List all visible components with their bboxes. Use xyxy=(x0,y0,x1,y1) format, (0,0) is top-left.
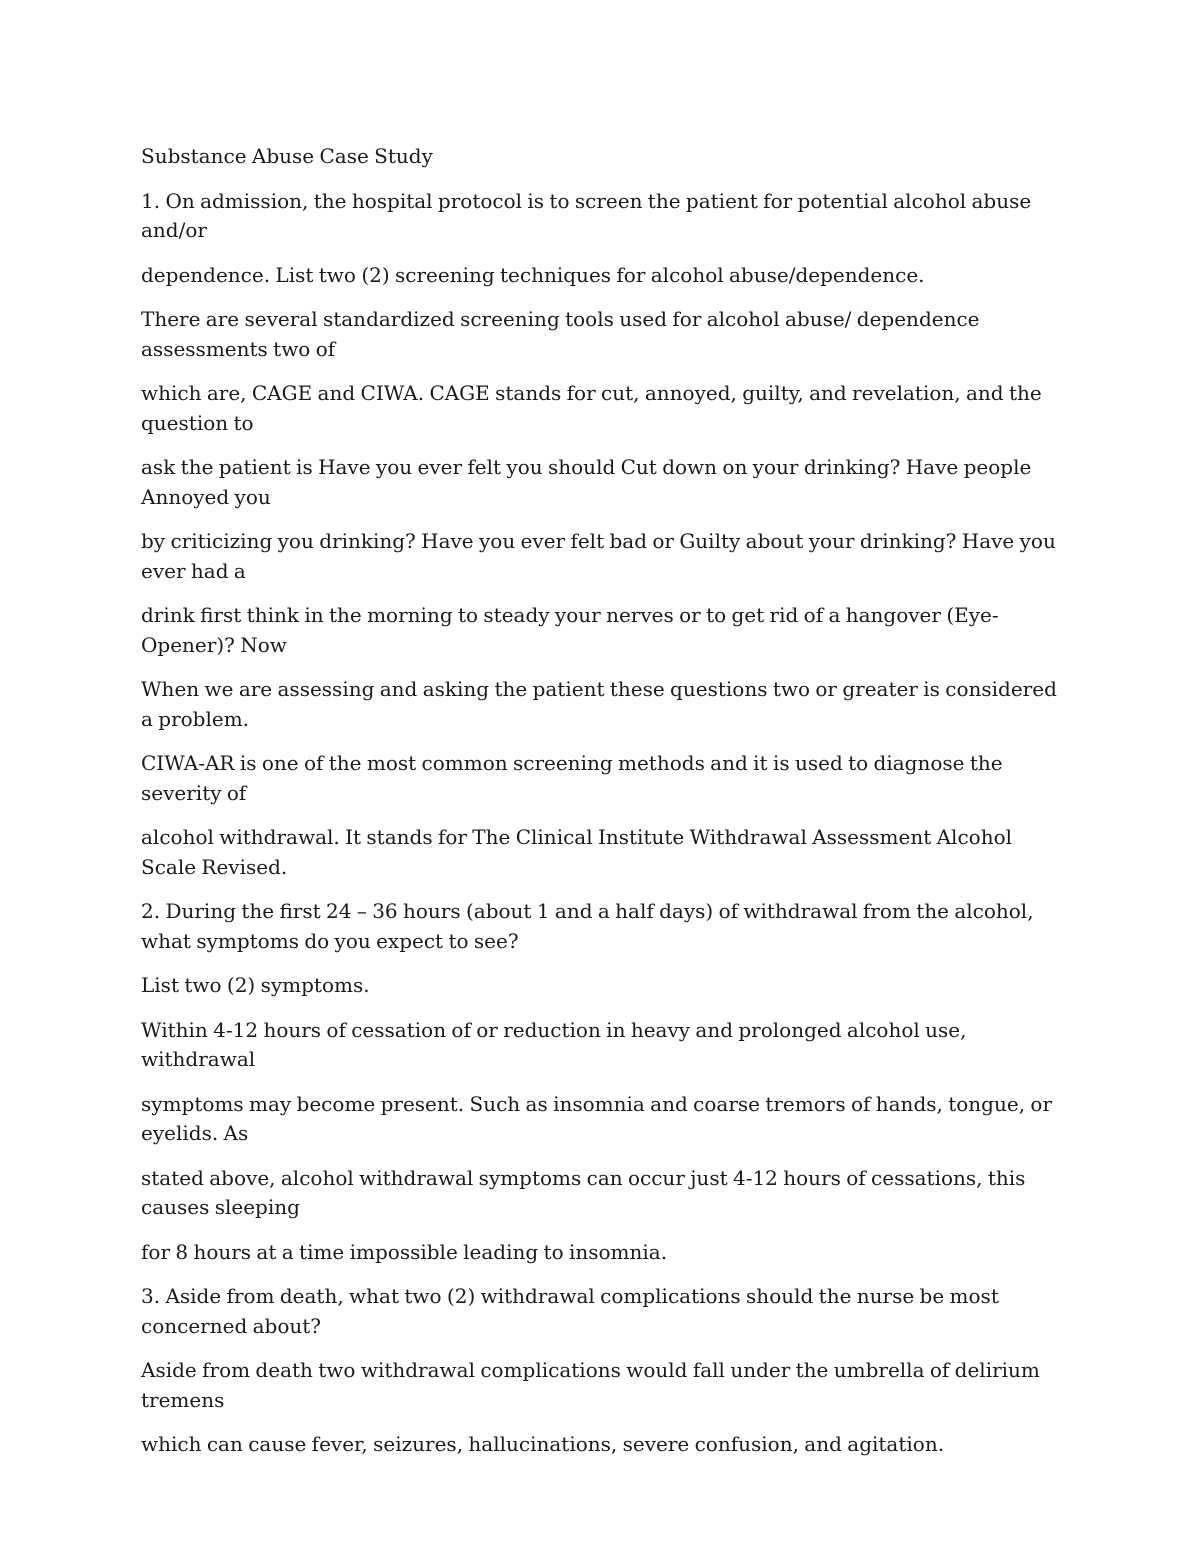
paragraph-answer-1-line-2: which are, CAGE and CIWA. CAGE stands for cut, annoyed, guilty, and revelation, and the question to xyxy=(141,381,1042,435)
paragraph-question-2: 2. During the first 24 – 36 hours (about 1 and a half days) of withdrawal from the alcohol, what symptoms do you expect to see? xyxy=(141,899,1034,953)
paragraph-question-1-part-2: dependence. List two (2) screening techniques for alcohol abuse/dependence. xyxy=(141,262,925,287)
paragraph-answer-1-line-7: CIWA-AR is one of the most common screening methods and it is used to diagnose the severity of xyxy=(141,751,1003,805)
paragraph-answer-1-line-3: ask the patient is Have you ever felt you should Cut down on your drinking? Have people Annoyed you xyxy=(141,455,1032,509)
paragraph-question-3: 3. Aside from death, what two (2) withdrawal complications should the nurse be most concerned about? xyxy=(141,1284,999,1338)
paragraph-answer-1-line-8: alcohol withdrawal. It stands for The Clinical Institute Withdrawal Assessment Alcohol Scale Revised. xyxy=(141,825,1013,879)
document-title: Substance Abuse Case Study xyxy=(141,144,433,168)
paragraph-answer-2-line-3: stated above, alcohol withdrawal symptoms can occur just 4-12 hours of cessations, this causes sleeping xyxy=(141,1165,1026,1219)
paragraph-answer-1-line-6: When we are assessing and asking the patient these questions two or greater is considered a problem. xyxy=(141,677,1057,731)
paragraph-answer-1-line-1: There are several standardized screening tools used for alcohol abuse/ dependence assessments two of xyxy=(141,307,980,361)
paragraph-answer-2-line-4: for 8 hours at a time impossible leading to insomnia. xyxy=(141,1239,668,1264)
paragraph-answer-1-line-5: drink first think in the morning to steady your nerves or to get rid of a hangover (Eye-Opener)? Now xyxy=(141,603,999,657)
document-body xyxy=(141,142,1061,1475)
paragraph-answer-1-line-4: by criticizing you drinking? Have you ever felt bad or Guilty about your drinking? Have you ever had a xyxy=(141,529,1056,583)
paragraph-answer-3-line-1: Aside from death two withdrawal complications would fall under the umbrella of delirium tremens xyxy=(141,1358,1040,1412)
paragraph-answer-3-line-2: which can cause fever, seizures, hallucinations, severe confusion, and agitation. xyxy=(141,1432,945,1456)
paragraph-question-2-instruction: List two (2) symptoms. xyxy=(141,973,370,997)
paragraph-question-1-part-1: 1. On admission, the hospital protocol is to screen the patient for potential alcohol abuse and/or xyxy=(141,188,1032,242)
paragraph-answer-2-line-1: Within 4-12 hours of cessation of or reduction in heavy and prolonged alcohol use, withdrawal xyxy=(141,1017,967,1071)
paragraph-answer-2-line-2: symptoms may become present. Such as insomnia and coarse tremors of hands, tongue, or eyelids. As xyxy=(141,1091,1053,1145)
